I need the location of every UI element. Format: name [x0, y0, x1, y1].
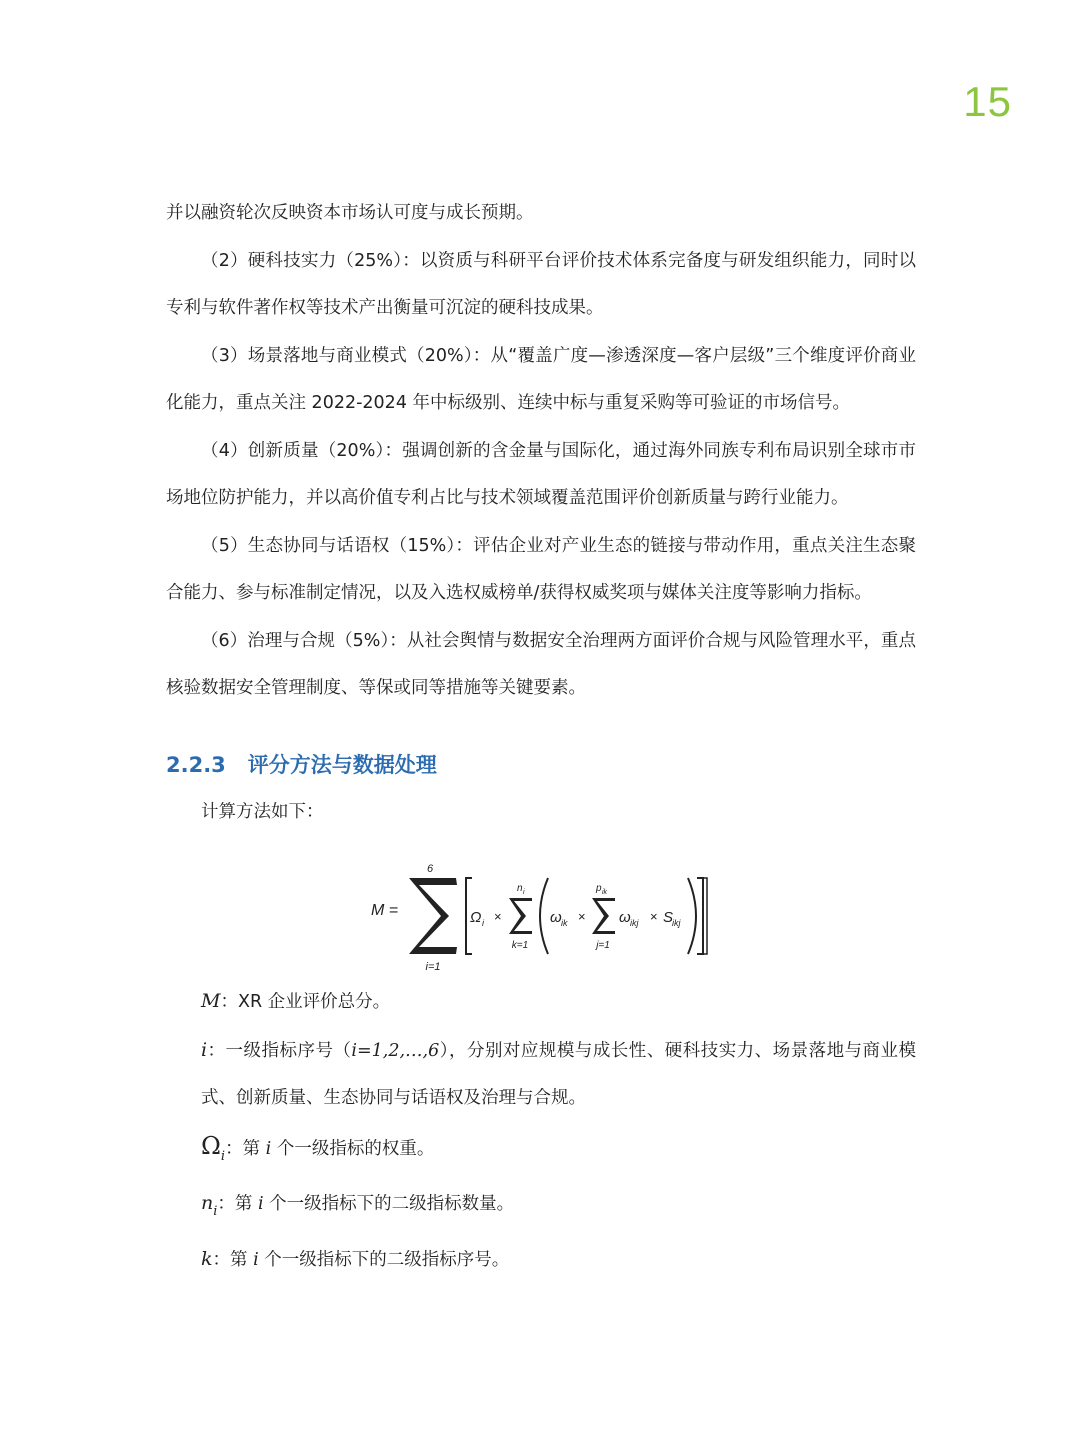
def-k-text-i: i	[253, 1249, 259, 1270]
times-2: ×	[578, 909, 586, 924]
def-n-symbol: n	[201, 1192, 214, 1214]
definition-i	[166, 1027, 916, 1123]
outer-sigma-icon	[409, 878, 457, 954]
times-3: ×	[650, 909, 658, 924]
formula-lhs: M =	[371, 902, 399, 919]
paragraph-ecosystem: （5）生态协同与话语权（15%）：评估企业对产业生态的链接与带动作用，重点关注生态聚合能力、参与标准制定情况，以及入选权威榜单/获得权威奖项与媒体关注度等影响力指标。	[166, 535, 916, 603]
page-number: 15	[963, 78, 1012, 125]
s-subscript: ikj	[672, 918, 681, 928]
scoring-formula	[166, 838, 916, 978]
def-omega-text-b: 个一级指标的权重。	[271, 1138, 435, 1159]
def-i-text-b: ），分别对应规模与成长性、硬科技实力、场景落地与商业模式、创新质量、生态协同与话语权及治理与合规。	[201, 1040, 916, 1108]
paragraph-hard-tech: （2）硬科技实力（25%）：以资质与科研平台评价技术体系完备度与研发组织能力，同时以专利与软件著作权等技术产出衡量可沉淀的硬科技成果。	[166, 250, 916, 318]
definition-n	[166, 1180, 916, 1236]
inner-sigma-icon	[592, 898, 615, 934]
outer-sum-lower: i=1	[425, 961, 441, 973]
left-paren-icon	[540, 878, 548, 954]
mid-sigma-icon	[509, 898, 532, 934]
def-k-text-b: 个一级指标下的二级指标序号。	[258, 1249, 510, 1270]
times-1: ×	[494, 909, 502, 924]
w-subscript: ik	[561, 918, 568, 928]
section-heading	[166, 747, 916, 783]
right-bracket-inner-icon	[697, 878, 703, 954]
main-content	[166, 190, 916, 1284]
mid-sum-upper-sub: i	[523, 889, 525, 896]
omega-subscript: i	[482, 918, 484, 928]
inner-sum-upper: p	[596, 883, 602, 894]
section-number: 2.2.3	[166, 752, 226, 777]
w2-symbol: ω	[619, 909, 631, 926]
inner-sum-lower: j=1	[596, 940, 610, 951]
outer-sum-upper: 6	[426, 863, 434, 875]
def-k-symbol: k	[201, 1247, 213, 1270]
mid-sum-upper: n	[517, 883, 523, 894]
paragraph-continuation: 并以融资轮次反映资本市场认可度与成长预期。	[166, 203, 534, 223]
def-n-sub: i	[213, 1204, 218, 1219]
mid-sum-lower: k=1	[511, 940, 529, 951]
definition-k	[166, 1236, 916, 1285]
def-m-symbol: M	[201, 990, 221, 1012]
formula-graphic	[166, 838, 916, 978]
def-i-range: i=1,2,…,6	[351, 1040, 440, 1061]
def-k-text-a: ：第	[212, 1249, 254, 1270]
def-omega-sub: i	[220, 1148, 226, 1164]
def-m-text: ：XR 企业评价总分。	[220, 992, 391, 1012]
def-n-text-i: i	[258, 1194, 264, 1214]
definition-m	[166, 978, 916, 1027]
definition-omega	[166, 1123, 916, 1181]
w2-subscript: ikj	[630, 918, 639, 928]
def-i-text-a: ：一级指标序号（	[207, 1040, 352, 1061]
def-n-text-a: ：第	[217, 1194, 258, 1214]
def-omega-symbol: Ω	[201, 1131, 221, 1160]
inner-sum-upper-sub: ik	[602, 889, 608, 896]
paragraph-governance: （6）治理与合规（5%）：从社会舆情与数据安全治理两方面评价合规与风险管理水平，重点核验数据安全管理制度、等保或同等措施等关键要素。	[166, 630, 916, 698]
s-symbol: S	[663, 909, 674, 926]
def-n-text-b: 个一级指标下的二级指标数量。	[263, 1194, 515, 1214]
def-omega-text-a: ：第	[225, 1138, 266, 1159]
def-i-symbol: i	[201, 1038, 208, 1061]
omega-symbol: Ω	[470, 909, 482, 926]
formula-intro: 计算方法如下：	[201, 801, 324, 822]
def-omega-text-i: i	[265, 1138, 272, 1159]
paragraph-scenario: （3）场景落地与商业模式（20%）：从“覆盖广度—渗透深度—客户层级”三个维度评价商业化能力，重点关注 2022-2024 年中标级别、连续中标与重复采购等可验证的市场信号。	[166, 345, 916, 413]
w-symbol: ω	[550, 909, 562, 926]
right-paren-icon	[688, 878, 696, 954]
section-title: 评分方法与数据处理	[247, 752, 437, 777]
paragraph-innovation: （4）创新质量（20%）：强调创新的含金量与国际化，通过海外同族专利布局识别全球市市场地位防护能力，并以高价值专利占比与技术领域覆盖范围评价创新质量与跨行业能力。	[166, 440, 916, 508]
